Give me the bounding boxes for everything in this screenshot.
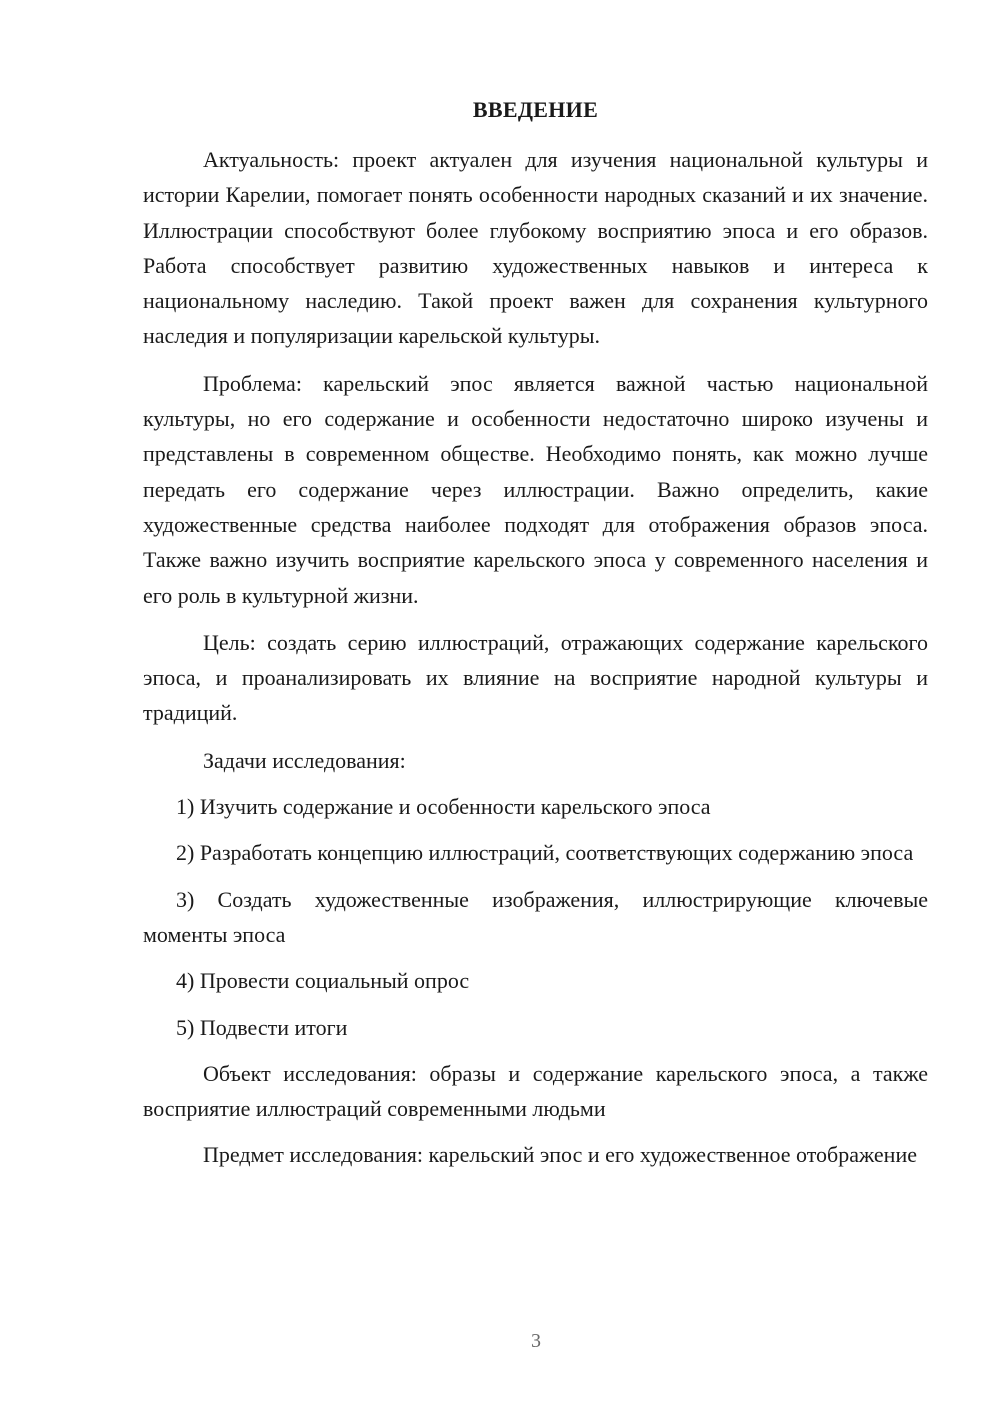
goal-paragraph: Цель: создать серию иллюстраций, отражающих содержание карельского эпоса, и проанализировать их влияние на восприятие народной культуры и традиций.	[143, 629, 928, 726]
page-number: 3	[531, 1330, 541, 1352]
task-item: 4) Провести социальный опрос	[176, 968, 470, 994]
document-page	[143, 95, 928, 1173]
task-item: 1) Изучить содержание и особенности карельского эпоса	[176, 794, 711, 820]
tasks-heading: Задачи исследования:	[203, 747, 406, 773]
task-item: 2) Разработать концепцию иллюстраций, соответствующих содержанию эпоса	[176, 840, 914, 866]
page-title: ВВЕДЕНИЕ	[472, 97, 599, 122]
subject-paragraph: Предмет исследования: карельский эпос и его художественное отображение	[203, 1142, 917, 1168]
object-paragraph: Объект исследования: образы и содержание карельского эпоса, а также восприятие иллюстраций современными людьми	[143, 1060, 928, 1122]
task-item: 3) Создать художественные изображения, иллюстрирующие ключевые моменты эпоса	[143, 886, 928, 947]
task-item: 5) Подвести итоги	[176, 1014, 348, 1040]
relevance-paragraph: Актуальность: проект актуален для изучения национальной культуры и истории Карелии, помогает понять особенности народных сказаний и их значение. Иллюстрации способствуют более глубокому восприятию эпоса и его образов. Работа способствует развитию художественных навыков и интереса к национальному наследию. Такой проект важен для сохранения культурного наследия и популяризации карельской культуры.	[143, 147, 928, 349]
problem-paragraph: Проблема: карельский эпос является важной частью национальной культуры, но его содержание и особенности недостаточно широко изучены и представлены в современном обществе. Необходимо понять, как можно лучше передать его содержание через иллюстрации. Важно определить, какие художественные средства наиболее подходят для отображения образов эпоса. Также важно изучить восприятие карельского эпоса у современного населения и его роль в культурной жизни.	[143, 370, 928, 608]
